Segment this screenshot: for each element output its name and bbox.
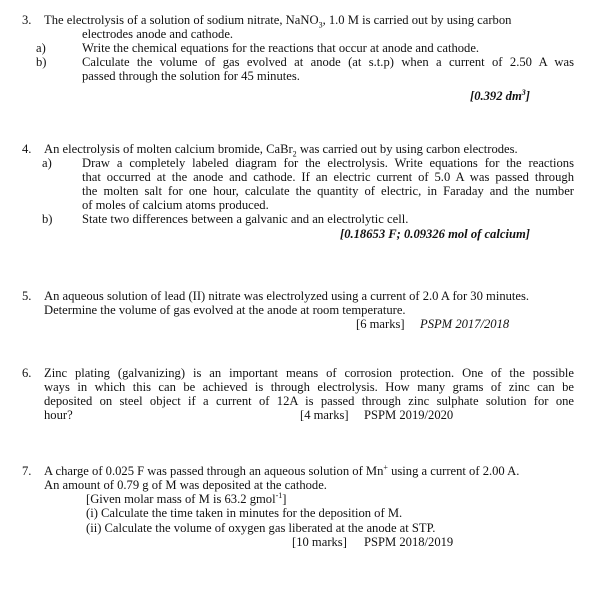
- q3-b-line2: passed through the solution for 45 minutes.: [82, 69, 300, 83]
- q4-a-line1: Draw a completely labeled diagram for the electrolysis. Write equations for the reactions: [82, 156, 574, 170]
- q5-number: 5.: [22, 289, 32, 303]
- q6-line1: Zinc plating (galvanizing) is an important means of corrosion protection. One of the possible: [44, 366, 574, 380]
- q4-a-line4: of moles of calcium atoms produced.: [82, 198, 269, 212]
- q5-line1: An aqueous solution of lead (II) nitrate was electrolyzed using a current of 2.0 A for 30 minutes.: [44, 289, 530, 303]
- q6-line3: deposited on steel object if a current of 12A is passed through zinc sulphate solution for one: [44, 394, 574, 408]
- q6-line4: hour?: [44, 408, 73, 422]
- q4-answer: [0.18653 F; 0.09326 mol of calcium]: [340, 227, 530, 241]
- q3-stem-line2: electrodes anode and cathode.: [82, 27, 234, 41]
- q3-b-line1: Calculate the volume of gas evolved at anode (at s.t.p) when a current of 2.50 A was: [82, 55, 574, 69]
- q7-line2: An amount of 0.79 g of M was deposited at the cathode.: [44, 478, 327, 492]
- q3-stem-line1: The electrolysis of a solution of sodium nitrate, NaNO$_3$, 1.0 M is carried out by using carbon: [44, 13, 512, 30]
- q5-marks: [6 marks]: [356, 317, 405, 331]
- q5-source: PSPM 2017/2018: [420, 317, 510, 331]
- q7-line1: A charge of 0.025 F was passed through an aqueous solution of Mn+ using a current of 2.00 A.: [44, 462, 520, 478]
- q3-b-label: b): [36, 55, 47, 69]
- q7-part-i: (i) Calculate the time taken in minutes for the deposition of M.: [86, 506, 403, 520]
- q4-b-label: b): [42, 212, 53, 226]
- q7-given: [Given molar mass of M is 63.2 gmol$^{-1}$]: [86, 490, 287, 506]
- q7-source: PSPM 2018/2019: [364, 535, 454, 549]
- q6-line2: ways in which this can be achieved is through electrolysis. How many grams of zinc can be: [44, 380, 574, 394]
- q4-a-label: a): [42, 156, 52, 170]
- q3-number: 3.: [22, 13, 32, 27]
- q3-a-label: a): [36, 41, 46, 55]
- q7-part-ii: (ii) Calculate the volume of oxygen gas liberated at the anode at STP.: [86, 521, 436, 535]
- q6-number: 6.: [22, 366, 32, 380]
- question-5: [22, 289, 578, 331]
- q3-answer: [0.392 $dm^3$]: [470, 87, 530, 103]
- q7-number: 7.: [22, 464, 32, 478]
- q4-number: 4.: [22, 142, 32, 156]
- question-3: [22, 13, 578, 107]
- question-6: [22, 366, 578, 422]
- question-4: [22, 142, 578, 241]
- question-7: [22, 464, 578, 549]
- q4-b-text: State two differences between a galvanic and an electrolytic cell.: [82, 212, 409, 226]
- q6-marks: [4 marks]: [300, 408, 349, 422]
- q3-a-text: Write the chemical equations for the reactions that occur at anode and cathode.: [82, 41, 480, 55]
- q7-marks: [10 marks]: [292, 535, 347, 549]
- q4-stem: An electrolysis of molten calcium bromide, CaBr$_2$ was carried out by using carbon electrodes.: [44, 142, 518, 159]
- q4-a-line3: the molten salt for one hour, calculate the quantity of electric, in Faraday and the number: [82, 184, 574, 198]
- q6-source: PSPM 2019/2020: [364, 408, 454, 422]
- q4-a-line2: that occurred at the anode and cathode. If an electric current of 5.0 A was passed through: [82, 170, 574, 184]
- q5-line2: Determine the volume of gas evolved at the anode at room temperature.: [44, 303, 406, 317]
